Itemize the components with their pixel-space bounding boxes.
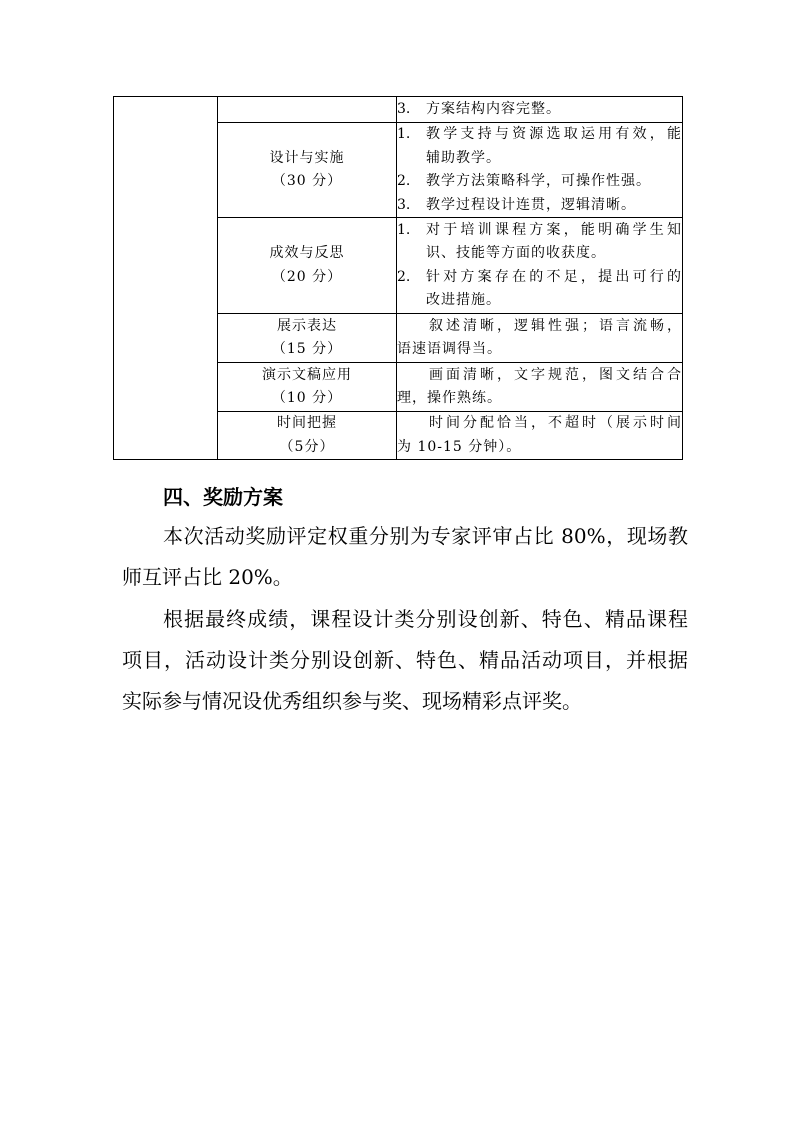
criterion-cell — [218, 363, 397, 412]
criterion-score: （30 分） — [271, 173, 343, 189]
list-item — [397, 194, 682, 218]
item-line: 教学支持与资源选取运用有效，能 — [426, 126, 682, 142]
description-cell — [397, 363, 683, 412]
paragraph-line: 本次活动奖励评定权重分别为专家评审占比 80%，现场教 — [163, 524, 688, 548]
item-line: 对于培训课程方案，能明确学生知 — [426, 221, 682, 238]
list-item — [397, 219, 682, 266]
description-line: 画面清晰，文字规范，图文结合合 — [429, 366, 682, 383]
reward-section — [122, 478, 688, 722]
paragraph-line: 师互评占比 20%。 — [122, 565, 293, 590]
criterion-title: 演示文稿应用 — [262, 366, 352, 383]
item-number: 3. — [397, 100, 411, 117]
item-line: 识、技能等方面的收获度。 — [426, 245, 606, 261]
list-item — [397, 170, 682, 194]
description-cell — [397, 412, 683, 460]
item-line: 针对方案存在的不足，提出可行的 — [426, 268, 682, 285]
description-cell — [397, 97, 683, 123]
description-line: 叙述清晰，逻辑性强；语言流畅， — [429, 317, 682, 334]
criterion-title: 时间把握 — [277, 415, 337, 431]
description-cell — [397, 123, 683, 218]
item-line: 改进措施。 — [426, 292, 501, 308]
list-item — [397, 98, 682, 122]
criterion-title: 设计与实施 — [269, 149, 345, 166]
item-line: 方案结构内容完整。 — [426, 100, 561, 117]
description-cell — [397, 314, 683, 363]
category-cell — [114, 97, 218, 460]
item-number: 2. — [397, 268, 411, 285]
paragraph-line: 项目，活动设计类分别设创新、特色、精品活动项目，并根据 — [122, 647, 688, 672]
criterion-cell — [218, 97, 397, 123]
description-line: 时间分配恰当，不超时（展示时间 — [429, 415, 682, 431]
criterion-score: （10 分） — [271, 390, 343, 406]
item-number: 2. — [397, 173, 411, 189]
section-heading: 四、奖励方案 — [163, 485, 283, 509]
description-line: 语速语调得当。 — [397, 341, 502, 357]
table-row — [114, 97, 683, 123]
description-line: 理，操作熟练。 — [397, 390, 502, 406]
criterion-score: （5分） — [279, 438, 335, 455]
criterion-title: 成效与反思 — [269, 245, 345, 261]
description-cell — [397, 218, 683, 314]
paragraph — [122, 516, 688, 599]
item-line: 教学过程设计连贯，逻辑清晰。 — [426, 196, 636, 213]
criterion-score: （15 分） — [271, 341, 343, 357]
criterion-cell — [218, 412, 397, 460]
paragraph-line: 实际参与情况设优秀组织参与奖、现场精彩点评奖。 — [122, 689, 582, 714]
criterion-title: 展示表达 — [277, 317, 337, 334]
item-number: 1. — [397, 221, 411, 238]
paragraph-line: 根据最终成绩，课程设计类分别设创新、特色、精品课程 — [163, 606, 688, 631]
item-line: 辅助教学。 — [426, 149, 501, 166]
criterion-cell — [218, 314, 397, 363]
criteria-table — [113, 96, 683, 460]
list-item — [397, 266, 682, 313]
item-number: 3. — [397, 196, 411, 213]
criterion-cell — [218, 218, 397, 314]
criterion-score: （20 分） — [271, 268, 343, 285]
item-line: 教学方法策略科学，可操作性强。 — [426, 173, 651, 189]
paragraph — [122, 599, 688, 723]
list-item — [397, 123, 682, 170]
item-number: 1. — [397, 126, 411, 142]
description-line: 为 10-15 分钟）。 — [397, 438, 522, 455]
criterion-cell — [218, 123, 397, 218]
